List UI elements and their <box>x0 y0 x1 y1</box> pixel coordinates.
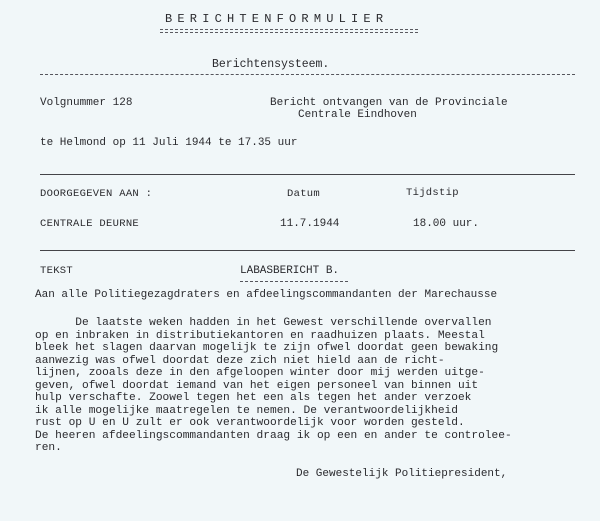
place-date-time: te Helmond op 11 Juli 1944 te 17.35 uur <box>40 137 298 149</box>
heading-underline <box>240 281 348 282</box>
date-label: Datum <box>287 188 321 200</box>
signature: De Gewestelijk Politiepresident, <box>296 468 508 480</box>
addressee-line: Aan alle Politiegezagdraters en afdeelingscommandanten der Marechausse <box>35 289 498 301</box>
time-label: Tijdstip <box>406 187 459 199</box>
system-label: Berichtensysteem. <box>212 58 330 71</box>
divider-top <box>40 74 575 75</box>
text-label: TEKST <box>40 265 74 277</box>
form-title: BERICHTENFORMULIER <box>165 12 389 26</box>
date-value: 11.7.1944 <box>280 218 340 230</box>
sequence-number: Volgnummer 128 <box>40 97 133 109</box>
recipient-value: CENTRALE DEURNE <box>40 218 140 230</box>
divider-text <box>40 250 575 251</box>
time-value: 18.00 uur. <box>413 218 480 230</box>
divider-transmission <box>40 174 575 175</box>
title-underline <box>160 29 418 33</box>
message-heading: LABASBERICHT B. <box>240 265 340 277</box>
forwarded-to-label: DOORGEGEVEN AAN : <box>40 188 153 200</box>
message-body: De laatste weken hadden in het Gewest verschillende overvallen op en inbraken in distributiekantoren en raadhuizen plaats. Meestal bleek het slagen daarvan mogelijk te zijn ofwel doordat geen bewaking aanwezig was ofwel doordat deze zich niet hield aan de richt- lijnen, zooals deze in den afgeloopen winter door mij werden uitge- geven, ofwel doordat iemand van het eigen personeel van binnen uit hulp verschafte. Zoowel tegen het een als tegen het ander verzoek ik alle mogelijke maatregelen te nemen. De verantwoordelijkheid rust op U en U zult er ook verantwoordelijk voor worden gesteld. De heeren afdeelingscommandanten draag ik op een en ander te controlee- ren. <box>35 317 512 454</box>
received-from-line2: Centrale Eindhoven <box>298 109 417 121</box>
received-from-line1: Bericht ontvangen van de Provinciale <box>270 97 508 109</box>
